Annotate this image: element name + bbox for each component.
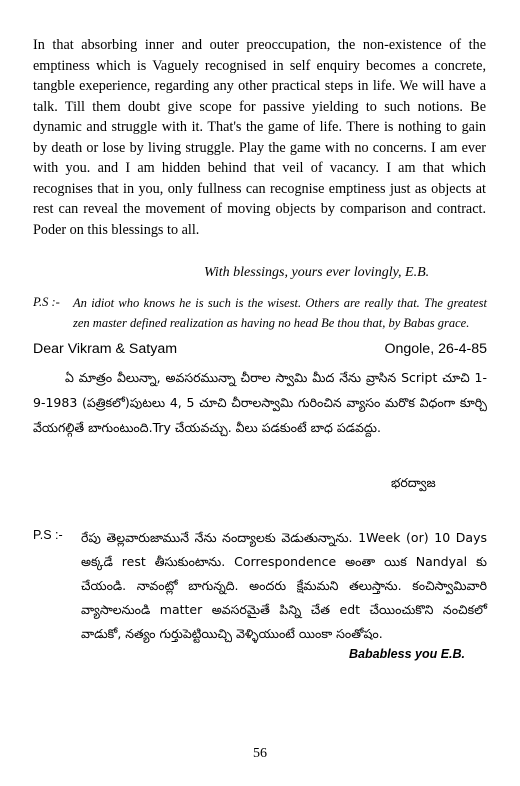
- place-date: Ongole, 26-4-85: [384, 341, 487, 357]
- salutation: Dear Vikram & Satyam: [33, 341, 178, 357]
- second-signoff: Bababless you E.B.: [349, 647, 466, 661]
- letter-body: In that absorbing inner and outer preoccupation, the non-existence of the emptiness which is Vaguely recognised in self enquiry becomes a concrete, tangble exeperience, regarding any other practical steps in life. We will have a talk. Till them doubt give scope for passive yielding to such notions. Be dynamic and struggle with it. That's the game of life. There is nothing to gain by death or lose by living struggle. Play the game with no concerns. I am ever with you. and I am hidden behind that veil of vacancy. I am that which recognises that in you, only fullness can recognise emptiness just as objects at rest can reveal the movement of moving objects by comparison and contract. Poder on this blessings to all.: [33, 37, 486, 238]
- postscript-text: An idiot who knows he is such is the wisest. Others are really that. The greatest zen master defined realization as having no head Be thou that, by Babas grace.: [73, 296, 487, 330]
- second-postscript-text: రేపు తెల్లవారుజామునే నేను నంద్యాలకు వెడుతున్నాను. 1Week (or) 10 Days అక్కడే rest తీసుకుంటాను. Correspondence అంతా యిక Nandyal కు చేయండి. నావంట్లో బాగున్నది. అందరు క్షేమమని తలుస్తాను. కంచిస్వామివారి వ్యాసాలనుండి matter అవసరమైతే పిన్ని చేత edt చేయించుకొని నంచికలో వాడుకో, నత్యం గుర్తుపెట్టియిచ్చి వెళ్ళియుంటే యింకా సంతోషం.: [81, 530, 487, 641]
- second-postscript-label: P.S :-: [33, 528, 63, 542]
- telugu-signature: భరద్వాజ: [391, 475, 436, 490]
- letter-signoff: With blessings, yours ever lovingly, E.B.: [204, 265, 430, 280]
- postscript-label: P.S :-: [33, 295, 60, 309]
- page-number: 56: [253, 746, 267, 761]
- telugu-letter-body: ఏ మాత్రం వీలున్నా, అవసరమున్నా చీరాల స్వామి మీద నేను వ్రాసిన Script చూచి 1-9-1983 (పత్రికలో)పుటలు 4, 5 చూచి చీరాలస్వామి గురించిన వ్యాసం మరొక విధంగా కూర్చి వేయగల్గితే బాగుంటుంది.Try చేయవచ్చు. వీలు పడకుంటే బాధ పడవద్దు.: [33, 370, 487, 435]
